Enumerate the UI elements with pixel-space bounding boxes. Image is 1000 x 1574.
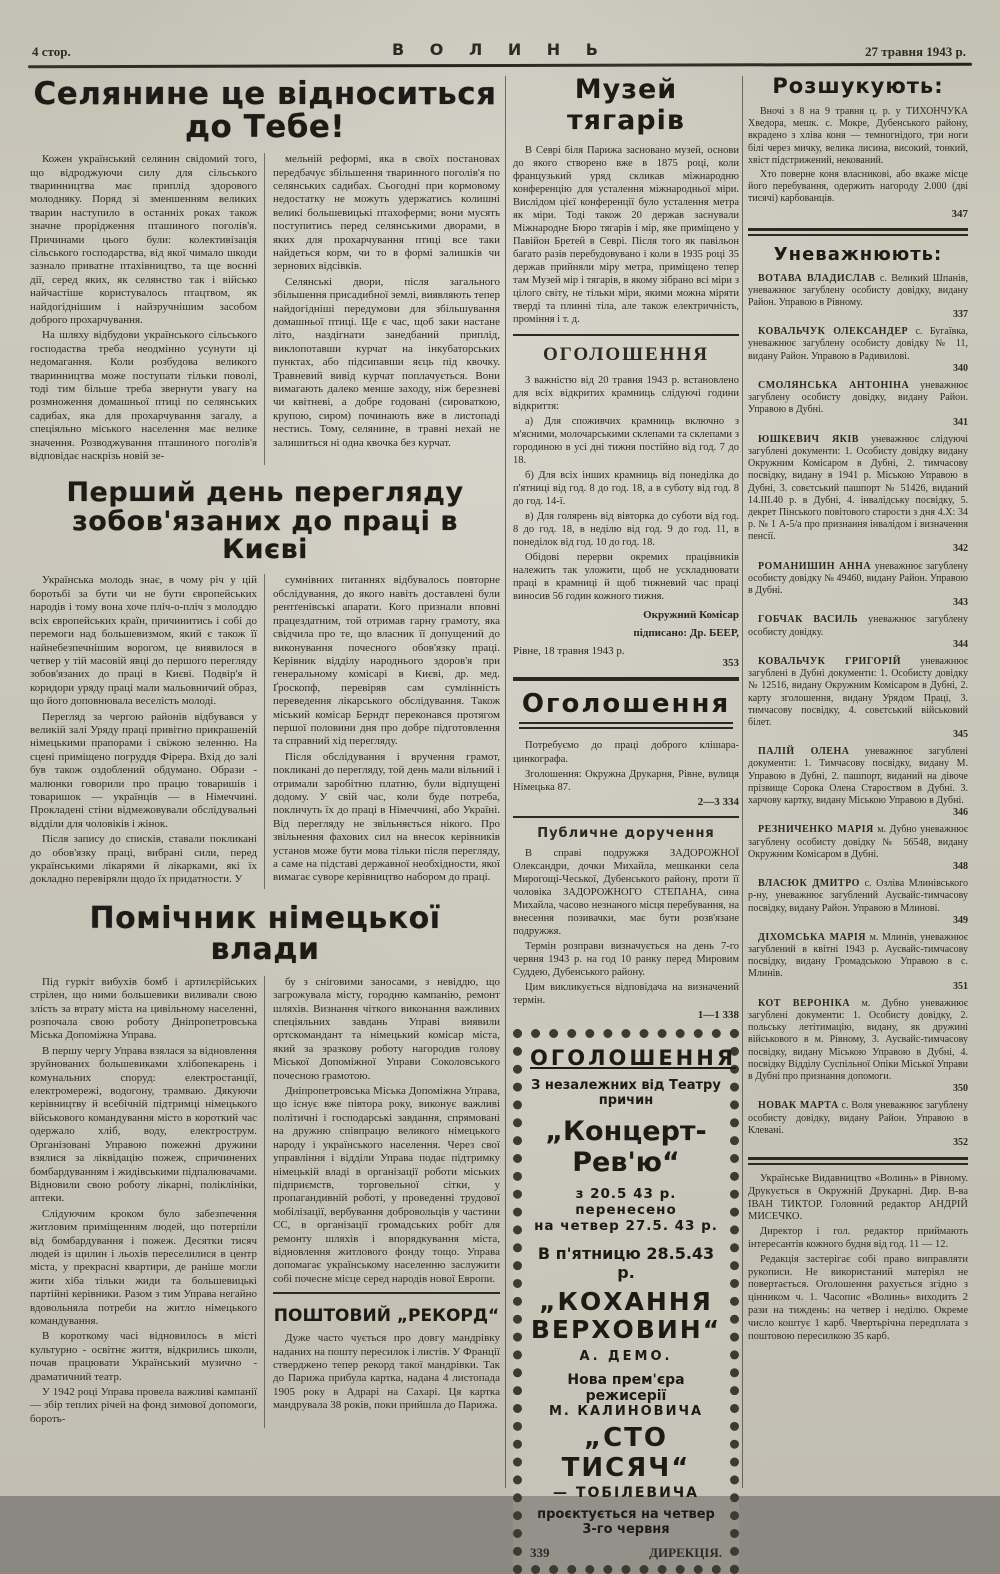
- entry-body: с. Озліва Млинівського р-ну, уневажнює загублений Аусвайс-тимчасову посвідку, видану Район. Управою в Млинові.: [748, 878, 968, 914]
- theater-ad-title: ОГОЛОШЕННЯ: [530, 1045, 736, 1070]
- postal-record-section: [273, 1292, 500, 1412]
- invalidations-section: [748, 244, 968, 1150]
- paragraph: В короткому часі відновилось в місті культурно - освітнє життя, відкрились школи, почав працювати Український музично - драматичний театр.: [30, 1330, 257, 1383]
- column-divider-left: [505, 76, 506, 1488]
- invalidations-list: [748, 273, 968, 1150]
- issue-date: 27 травня 1943 р.: [864, 44, 966, 59]
- column-divider-right: [742, 76, 743, 1488]
- entry-ref-number: 348: [953, 860, 968, 872]
- invalidation-entry: [748, 273, 968, 322]
- entry-text: [748, 998, 968, 1083]
- moved-line-1: з 20.5 43 р. перенесено: [575, 1185, 677, 1218]
- announcement-printer-body: [513, 739, 739, 793]
- invalidation-entry: [748, 998, 968, 1096]
- article-peasant: [30, 78, 500, 465]
- masthead-rule: [28, 63, 972, 68]
- paragraph: Обідові перерви окремих працівників належить так уложити, щоб не ускладнювати праці в крамниці й щоб тижневий час праці виносив 56 годин кожного тижня.: [513, 552, 739, 603]
- announcement-printer-title: Оголошення: [519, 689, 733, 729]
- paragraph: Дніпропетровська Міська Допоміжна Управа, що існує вже півтора року, виконує важливі політичні і господарські завдання, спрямовані на дружню співпрацю великого німецького народу і українського населення. Через свої управління і відділи Управа подає підтримку німецькій владі в організації роботи міських підприємств, торговельної сітки, у пропагандивній роботі, у проведенні трудової мобілізації, вербування добровольців у частини СС, в організації громадських робіт для ремонту шляхів і впорядкування міста, відновлення житлового фонду тощо. Управа допомагає українському населенню заслужити собі почесне місце серед народів нової Европи.: [273, 1085, 500, 1285]
- entry-text: [748, 273, 968, 310]
- entry-body: уневажнює загублені документи: 1. Тимчасову посвідку, видану М. Управою в Дубні, 2. пашпорт, виданий на дівоче прізвище Сорока Олена Староством в Дубні. 3. харчову картку, видану Міською Управою в Дубні.: [748, 746, 968, 806]
- show-kokhannia-line1: „КОХАННЯ: [539, 1286, 713, 1316]
- announcement-shops: [513, 344, 739, 669]
- imprint-paragraph: Редакція застерігає собі право виправляти рукописи. Не використаний матеріял не повертається. Оголошення рахується згідно з цінником ч. 1. Часопис «Волинь» виходить 2 рази на тиждень: на четвер і неділю. Окреме число коштує 1 карб. Чвертьрічна передплата з поштовою пересилкою 35 карб.: [748, 1253, 968, 1342]
- ad-ref-number: 347: [951, 207, 968, 220]
- show-sto-tysiach: „СТО ТИСЯЧ“: [561, 1423, 691, 1484]
- section-rule: [513, 334, 739, 336]
- entry-ref-number: 350: [953, 1083, 968, 1095]
- show-kokhannia-line2: ВЕРХОВИН“: [530, 1315, 722, 1345]
- left-band: [30, 76, 500, 1488]
- postal-record-body: Дуже часто чується про довгу мандрівку наданих на пошту пересилок і листів. У Франції стверджено тепер рекорд такої мандрівки. Так до Парижа прибула картка, надана 4 листопада 1905 року в Адрарі на Сахарі. Ця картка мандрувала 38 років, поки прийшла до Парижа.: [273, 1332, 500, 1412]
- entry-body: с. Великий Шпанів, уневажнює загублену особисту довідку, видану Район. Управою в Рівному.: [748, 272, 968, 308]
- paragraph: Слідуючим кроком було забезпечення житловим приміщенням людей, що потерпіли від бомбардування і пожеж. Десятки тисяч людей із щилин і льохів переселилися в центр міста, у прекрасні квартири, де раніше могли жити хіба тільки жиди та большевицькі партійні керівники. Разом з тим Управа негайно вдовольняла потреби на житло німецького командування.: [30, 1207, 257, 1327]
- wanted-section: [748, 74, 968, 220]
- article-helper-col2-wrap: [264, 976, 500, 1428]
- museum-body: В Севрі біля Парижа засновано музей, основи до якого створено вже в 1875 році, коли французький уряд скликав міжнародню конференцію для усталення міжнародньої міри. Вислідом цієї конференції було усталення метра як міри. Тоді також 20 держав заснували Міжнародне Бюро тягарів і мір, яке приміщено у Павійон Бретей в Севрі. Після того як павільон багато разів перебудовувано і коли в 1935 році 35 держав прийняли міру метра, приміщено тепер там Музей мір і тягарів, в якому зібрано всі міри з цілого світу, не тільки міри, якими можна міряти тверді та плинні тіла, але також електричність, проміння і т. д.: [513, 145, 739, 326]
- public-notice-title: Публичне доручення: [537, 825, 715, 841]
- entry-body: с. Бугаївка, уневажнює загублену особисту довідку № 11, видану Район. Управою в Радивилові.: [748, 326, 968, 362]
- ad-ref-number: 1—1 338: [697, 1008, 739, 1021]
- friday-date: В п'ятницю 28.5.43 р.: [537, 1243, 715, 1282]
- entry-ref-number: 344: [953, 638, 968, 650]
- invalidations-title: Уневажнюють:: [773, 243, 943, 265]
- theater-ad-footer: [530, 1545, 722, 1561]
- entry-body: м. Млинів, уневажнює загублений в квітні 1943 р. Аусвайс-тимчасову посвідку, видану Громадською Управою в с. Млинів.: [748, 931, 968, 980]
- entry-ref-number: 351: [953, 980, 968, 992]
- public-notice-body: [513, 847, 739, 1007]
- paragraph: а) Для споживчих крамниць включно з м'ясними, молочарськими склепами та склепами з городиною в усі дні тижня постійно від год. 7 до 18.: [513, 416, 739, 467]
- paragraph: Кожен український селянин свідомий того, що відроджуючи силу для сільського тваринництва має приплід здорового молодняку. Поряд зі зменшенням великих тварин наступило в останніх роках також значне прорідження пташиного поголів'я. Причинами цього були: колективізація сільського господарства, від якої чимало шкоди зазнало приватне птахівництво, та ще воєнні дії, серед яких, як селянство так і військо найчастіше користувалось птацтвом, як найдогіднішим і найзручнішим засобом доброго прохарчування.: [30, 153, 257, 326]
- entry-name: КОВАЛЬЧУК ОЛЕКСАНДЕР: [758, 326, 909, 338]
- entry-ref-number: 340: [953, 362, 968, 374]
- entry-ref-number: 341: [953, 416, 968, 428]
- paragraph: З важністю від 20 травня 1943 р. встановлено для всіх відкритих крамниць слідуючі години відкриття:: [513, 375, 739, 413]
- paragraph: Вночі з 8 на 9 травня ц. р. у ТИХОНЧУКА Хведора, мешк. с. Мокре, Дубенського району, вкрадено з хліва коня — темногнідого, три ноги білі через мичку, велика лисина, високий, тонкий, хвіст підстрижений, некований.: [748, 106, 968, 166]
- entry-text: [748, 380, 968, 417]
- entry-name: СМОЛЯНСЬКА АНТОНІНА: [758, 380, 910, 391]
- paragraph: В першу чергу Управа взялася за відновлення зруйнованих большевиками хлібопекарень і комунальних споруд: електростанції, електромережі, водогону, трамваю. Дякуючи керівництву й всебічній підтримці німецького військового командування місто в короткий час одержало хліб, воду, електрострум. Організовані Управою пожежні дружини взялися за ліквідацію пожеж, спричинених бомбардуванням і жидівськими підпалювачами. Відновили свою роботу лікарні, поліклініки, аптеки.: [30, 1044, 257, 1205]
- invalidation-entry: [748, 746, 968, 819]
- moved-line-2: на четвер 27.5. 43 р.: [534, 1217, 718, 1234]
- imprint-section: [748, 1173, 968, 1343]
- paragraph: Зголошення: Окружна Друкарня, Рівне, вулиця Німецька 87.: [513, 768, 739, 793]
- signature-name: підписано: Др. БЕЕР,: [633, 627, 739, 640]
- paragraph: б) Для всіх інших крамниць від понеділка до п'ятниці від год. 8 до год. 18, а в суботу від год. 8 до год. 14-ї.: [513, 470, 739, 508]
- paragraph: Перегляд за чергою районів відбувався у великій залі Уряду праці привітно прикрашеній німецькими прапорами і свіжою зеленню. На сцені приміщено погруддя Фірера. Вхід до залі був також оздоблений обдумано. Образи - малюнки говорили про працю товаришів і товаришок — українців — в Німеччині. Прокладені стіни відмежовували обслідувальні відділи для чоловіків і жінок.: [30, 710, 257, 830]
- invalidation-entry: [748, 614, 968, 651]
- announcement-printer: [513, 689, 739, 807]
- museum-title: Музей тягарів: [567, 74, 685, 136]
- entry-ref-number: 337: [953, 309, 968, 321]
- premiere-line-1: Нова прем'єра режисерії: [567, 1372, 685, 1405]
- entry-text: [748, 878, 968, 915]
- entry-name: ЮШКЕВИЧ ЯКІВ: [758, 433, 859, 445]
- entry-name: ГОБЧАК ВАСИЛЬ: [758, 614, 859, 626]
- entry-name: ПАЛІЙ ОЛЕНА: [758, 746, 850, 758]
- museum-section: [513, 74, 739, 326]
- paragraph: На шляху відбудови українського сільського господаства треба неодмінно усунути ці недомагання. Коли розбудова великого тваринництва може поступати тільки поволі, тоді тим більше треба звернути увагу на розмноження домашньої птиці по селянських садибах, яка для прохарчування загалу, а спеціяльно міського населення має велике значення. Розводжування пташиного поголів'я відповідає наскрізь новій зе-: [30, 329, 257, 463]
- postal-record-title: ПОШТОВИЙ „РЕКОРД“: [273, 1306, 500, 1327]
- invalidation-entry: [748, 561, 968, 610]
- article-kyiv-headline: [30, 479, 500, 564]
- entry-name: ВОТАВА ВЛАДИСЛАВ: [758, 272, 876, 284]
- entry-text: [748, 932, 968, 981]
- ad-ref-number: 353: [722, 657, 739, 670]
- entry-body: уневажнює загублену особисту довідку, видану Район. Управою в Дубні.: [748, 380, 968, 416]
- entry-name: ДІХОМСЬКА МАРІЯ: [758, 931, 866, 943]
- wanted-body: [748, 106, 968, 206]
- entry-body: уневажнює загублену особисту довідку № 49460, видану Район. Управою в Дубні.: [748, 560, 968, 596]
- entry-text: [748, 561, 968, 598]
- entry-body: с. Воля уневажнює загублену особисту довідку, видану Район. Управою в Клевані.: [748, 1100, 969, 1136]
- postal-record-body-wrap: [273, 1332, 500, 1412]
- place-date: Рівне, 18 травня 1943 р.: [513, 645, 625, 658]
- entry-name: ВЛАСЮК ДМИТРО: [758, 878, 860, 890]
- entry-text: [748, 824, 968, 861]
- entry-body: уневажнює загублену особисту довідку.: [748, 614, 968, 638]
- signature-title: Окружний Комісар: [643, 609, 739, 622]
- entry-name: НОВАК МАРТА: [758, 1100, 839, 1112]
- entry-text: [748, 746, 968, 807]
- invalidation-entry: [748, 380, 968, 429]
- paragraph: Хто поверне коня власникові, або вкаже місце його перебування, одержить нагороду 2.000 (дві тисячі) карбованців.: [748, 168, 968, 205]
- schedule-line-2: 3-го червня: [582, 1522, 670, 1538]
- entry-text: [748, 656, 968, 729]
- entry-name: КОТ ВЕРОНІКА: [758, 997, 851, 1009]
- paragraph: Після обслідування і вручення грамот, покликані до перегляду, той день мали вільний і отримали заробітню платню, були відпущені додому. У свій час, коли буде потреба, покличуть їх до праці в Німеччині, або Україні. Від перегляду не звільняється нікого. Про звільнення фахових сил на внесок керівників установ може бути мова тільки після перегляду, а саме на підставі державної необхідности, якої вимагає суворе керівництво набором до праці.: [273, 750, 500, 884]
- page-number: 4 стор.: [32, 44, 71, 59]
- headline-line-1: Перший день перегляду: [66, 477, 464, 509]
- invalidation-entry: [748, 434, 968, 556]
- show-concert-revue: „Концерт-Рев'ю“: [545, 1115, 707, 1178]
- theater-ad-reason: З незалежних від Театру причин: [531, 1077, 721, 1108]
- invalidation-entry: [748, 656, 968, 741]
- article-peasant-col1: [30, 153, 264, 465]
- paragraph: в) Для голярень від вівторка до суботи від год. 8 до год. 18, в неділю від год. 9 до год. 11, в понеділок від год. 10 до год. 18.: [513, 511, 739, 549]
- entry-body: м. Дубно уневажнює загублену особисту довідку № 56548, видану Окружним Комісаром в Дубні.: [748, 824, 968, 860]
- theater-ad: [513, 1029, 739, 1574]
- entry-text: [748, 614, 968, 638]
- section-rule: [748, 228, 968, 236]
- paragraph: сумнівних питаннях відбувалось повторне обслідування, до якого навіть доставлені були рентґенівські апарати. Кого признали вповні працездатним, той отримав гарну грамоту, яка свідчила про те, що власник її допущений до виконування почесного обов'язку праці. Керівник відділу народнього здоров'я при генеральному комісарі в Києві, др. мед. Ґроскопф, перевіряв сам сумлінність переведення лікарського обслідування. Також міський комісар Берндт переконався протягом першої половини дня про добре підготовлення та справний хід перегляду.: [273, 574, 500, 748]
- entry-ref-number: 352: [953, 1136, 968, 1148]
- paragraph: Під гуркіт вибухів бомб і артилєрійських стрілен, що ними большевики виливали свою злість за втрату міста на цивільному населенні, розпочала свою роботу Дніпропетровська Міська Допоміжна Управа.: [30, 975, 257, 1042]
- ad-ref-number: 2—3 334: [697, 795, 739, 808]
- paragraph: Українська молодь знає, в чому річ у цій боротьбі за бути чи не бути європейських народів і тому вона хоче пліч-о-пліч з молоддю всіх європейських країн, причинитись і собі до перемоги над большевизмом, який є також її найнебезпечнішим ворогом, це виявилося в четвер у тій масовій явці до першого перегляду зобов'язаних до праці в Києві. Подвір'я й коридори уряду праці мали мальовничий образ, що його доповнювала веселість молоді.: [30, 574, 257, 708]
- entry-text: [748, 1100, 968, 1137]
- paragraph: В справі подружжя ЗАДОРОЖНОЇ Олександри, дочки Михайла, мешканки села Мирогощі-Чеської, Дубенського району, проти її чоловіка ЗАДОРОЖНОГО СТЕПАНА, сина Михайла, часово незнаного місця перебування, на внесення позивачки, має бути розв'язане подружжя.: [513, 847, 739, 937]
- paragraph: Потребуємо до праці доброго клішара-цинкографа.: [513, 740, 739, 765]
- paragraph: Селянські двори, після загального збільшення присадибної землі, виявляють тепер найдогідніші передумови для збільшування домашньої птиці. Ще є час, щоб заки настане літо, наздігнати занедбаний приплід, виклопотавши курчат на інкубаторських пунктах, або підсипавши яєць під квочку. Травневий вивід курчат поплачується. Вони вимагають далеко менше заходу, ніж березневі чи квітневі, а добре годовані (сироваткою, крупою, сиром) починають вже в листопаді нестись. Тому, селянине, в травні нехай не залишиться ні одна квочка без курчат.: [273, 275, 500, 449]
- entry-ref-number: 343: [953, 597, 968, 609]
- announcement-shops-title: ОГОЛОШЕННЯ: [543, 344, 709, 366]
- middle-band: [513, 74, 739, 1561]
- article-kyiv-col1: [30, 574, 264, 888]
- entry-text: [748, 434, 968, 544]
- paragraph: мельній реформі, яка в своїх постановах передбачує збільшення тваринного поголів'я по селянських садибах. Сьогодні при кормовому недостатку не можуть удержатись колишні великі большевицькі птахоферми; вони мусять поступитись перед селянськими дворами, в яких для прохарчування птиці все таки найдеться корм, чи то в формі залишків чи зернових відсівків.: [273, 153, 500, 273]
- entry-body: м. Дубно уневажнює загублені документи: 1. Особисту довідку, 2. польську летітимацію, видану, як дружині військового в м. Рівному, 3. Аусвайс-тимчасову посвідку, видану Міською Управою в Дубні, 4. посвідку Відділу Суспільної Опіки Міської Управи в Дубні про признання допомоги.: [748, 997, 968, 1082]
- invalidation-entry: [748, 1100, 968, 1149]
- section-rule: [748, 1157, 968, 1165]
- entry-ref-number: 346: [953, 807, 968, 819]
- public-notice: [513, 826, 739, 1021]
- masthead: [28, 36, 972, 66]
- section-rule: [513, 816, 739, 818]
- invalidation-entry: [748, 326, 968, 375]
- section-rule: [513, 677, 739, 681]
- author-tobilevych: — ТОБІЛЕВИЧА: [553, 1485, 699, 1502]
- schedule-line-1: проєктується на четвер: [537, 1507, 715, 1523]
- paragraph: бу з сніговими заносами, з невіддю, що загрожувала місту, городню кампанію, ремонт шляхів. Визнання чіткого виконання важливих спеціяльних завдань Управі виявили ортскомандант та німецький комісар міста, який за зразкову роботу нагородив голову Міської Допоміжної Управи Соколовського почесною грамотою.: [273, 975, 500, 1082]
- right-band: [748, 74, 968, 1490]
- museum-body-wrap: [513, 144, 739, 326]
- headline-line-2: зобов'язаних до праці в Києві: [72, 505, 458, 566]
- author-demo: А. ДЕМО.: [579, 1349, 673, 1365]
- entry-text: [748, 326, 968, 363]
- invalidation-entry: [748, 932, 968, 993]
- article-kyiv: [30, 479, 500, 888]
- entry-name: РОМАНИШИН АННА: [758, 560, 872, 572]
- masthead-title: В О Л И Н Ь: [392, 40, 608, 59]
- announcement-shops-body: [513, 374, 739, 603]
- article-peasant-headline: Селянине це відноситься до Тебе!: [33, 76, 497, 145]
- article-helper: [30, 900, 500, 1428]
- imprint-paragraph: Директор і гол. редактор приймають інтересантів кожного будня від год. 11 — 12.: [748, 1226, 968, 1251]
- article-kyiv-col2: [264, 574, 500, 888]
- invalidation-entry: [748, 878, 968, 927]
- paragraph: Цим викликується відповідача на визначений термін.: [513, 981, 739, 1006]
- article-helper-headline: Помічник німецької влади: [89, 900, 441, 968]
- ad-signature: ДИРЕКЦІЯ.: [649, 1545, 722, 1561]
- ad-ref-number: 339: [530, 1545, 550, 1561]
- entry-name: РЕЗНИЧЕНКО МАРІЯ: [758, 824, 874, 836]
- entry-ref-number: 345: [953, 729, 968, 741]
- article-helper-col2: [273, 976, 500, 1286]
- entry-ref-number: 349: [953, 914, 968, 926]
- imprint-paragraph: Українське Видавництво «Волинь» в Рівному. Друкується в Окружній Друкарні. Дир. В-ва ІВАН ТИКТОР. Головний редактор АНДРІЙ МИСЕЧКО.: [748, 1173, 968, 1223]
- entry-body: уневажнює загублені в Дубні документи: 1. Особисту довідку № 12516, видану Окружним Комісаром в Дубні, 2. карту зголошення, видану Урядом Праці, 3. тимчасову посвідку, 4. совєтський військовий білет.: [748, 655, 968, 728]
- invalidation-entry: [748, 824, 968, 873]
- premiere-line-2: М. КАЛИНОВИЧА: [548, 1404, 704, 1420]
- wanted-title: Розшукують:: [772, 74, 944, 98]
- paragraph: У 1942 році Управа провела важливі кампанії — збір теплих річей на фонд зимової допомоги, бороть-: [30, 1386, 257, 1425]
- entry-ref-number: 342: [953, 543, 968, 555]
- paragraph: Після запису до списків, ставали покликані до обов'язку праці, вибрані сили, перед українськими лікарями й лікарками, які їх докладно перевіряли щодо їх придатности. У: [30, 833, 257, 886]
- entry-body: уневажнює слідуючі загублені документи: 1. Особисту довідку видану Окружним Комісаром в Дубні, 2. тимчасову посвідку, видану в 1941 р. Міською Управою в Дубні, 3. совєтський пашпорт № 51426, виданий 14.ІІІ.40 р. в Дубні, 4. інвалідську посвідку, 5. декрет Пінського повітового старости з дня 4.X: 34 р. № 1 А-5/а про признання інвалідом і визначення пенсії.: [748, 433, 968, 543]
- entry-name: КОВАЛЬЧУК ГРИГОРІЙ: [758, 655, 901, 667]
- paragraph: Термін розправи визначується на день 7-го червня 1943 р. на год 10 ранку перед Мировим Суддею, Дубенського району.: [513, 940, 739, 978]
- article-peasant-col2: [264, 153, 500, 465]
- article-helper-col1: [30, 976, 264, 1428]
